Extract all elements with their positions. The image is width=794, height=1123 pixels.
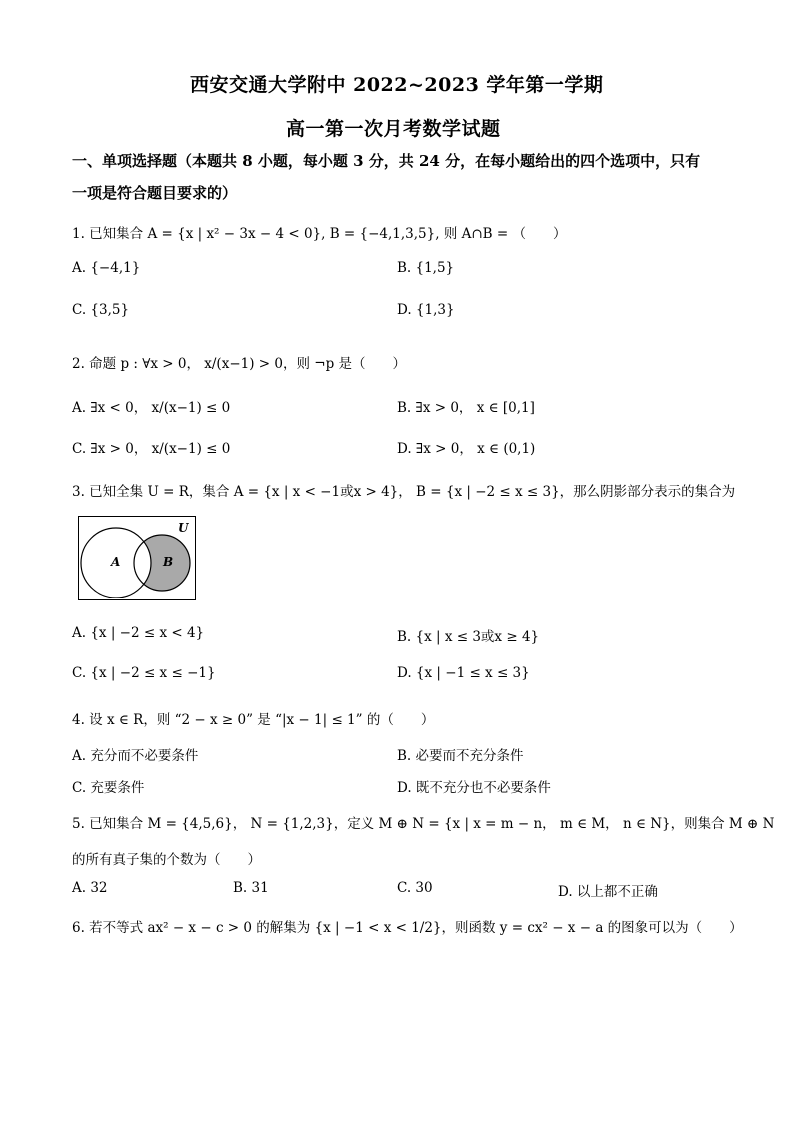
question-1-stem: 1. 已知集合 A = {x | x² − 3x − 4 < 0}, B = {−4,1,3,5}, 则 A∩B = （ ） [72,226,567,242]
question-3-option-a[interactable]: A. {x | −2 ≤ x < 4} [72,625,205,641]
question-3-option-d[interactable]: D. {x | −1 ≤ x ≤ 3} [397,665,530,681]
exam-title-line1: 西安交通大学附中 2022~2023 学年第一学期 [190,74,604,96]
venn-label-a: A [111,555,121,569]
question-5-option-a[interactable]: A. 32 [72,880,108,896]
venn-label-b: B [163,555,174,569]
question-3-stem: 3. 已知全集 U = R，集合 A = {x | x < −1或x > 4}， B = {x | −2 ≤ x ≤ 3}，那么阴影部分表示的集合为 [72,484,736,500]
question-2-option-c[interactable]: C. ∃x > 0， x/(x−1) ≤ 0 [72,441,231,457]
question-4-option-c[interactable]: C. 充要条件 [72,780,145,796]
venn-diagram [78,516,196,600]
venn-label-u: U [178,521,189,535]
question-5-stem-line1: 5. 已知集合 M = {4,5,6}， N = {1,2,3}，定义 M ⊕ N = {x | x = m − n， m ∈ M， n ∈ N}，则集合 M ⊕ N [72,816,775,832]
question-5-option-b[interactable]: B. 31 [233,880,269,896]
venn-diagram-svg [79,517,194,598]
question-4-option-a[interactable]: A. 充分而不必要条件 [72,748,199,764]
question-2-option-a[interactable]: A. ∃x < 0， x/(x−1) ≤ 0 [72,400,231,416]
question-1-option-c[interactable]: C. {3,5} [72,302,130,318]
question-5-option-c[interactable]: C. 30 [397,880,433,896]
exam-title-line2: 高一第一次月考数学试题 [286,118,501,140]
section-heading-line1: 一、单项选择题（本题共 8 小题，每小题 3 分，共 24 分，在每小题给出的四个选项中，只有 [72,152,701,170]
question-4-option-b[interactable]: B. 必要而不充分条件 [397,748,524,764]
question-1-option-d[interactable]: D. {1,3} [397,302,455,318]
question-4-option-d[interactable]: D. 既不充分也不必要条件 [397,780,551,796]
question-1-option-b[interactable]: B. {1,5} [397,260,455,276]
question-3-option-c[interactable]: C. {x | −2 ≤ x ≤ −1} [72,665,216,681]
question-4-stem: 4. 设 x ∈ R，则 “2 − x ≥ 0” 是 “|x − 1| ≤ 1” 的（ ） [72,712,435,728]
question-5-option-d[interactable]: D. 以上都不正确 [558,884,658,900]
question-6-stem: 6. 若不等式 ax² − x − c > 0 的解集为 {x | −1 < x < 1/2}，则函数 y = cx² − x − a 的图象可以为（ ） [72,920,743,936]
question-2-stem: 2. 命题 p : ∀x > 0， x/(x−1) > 0，则 ¬p 是（ ） [72,356,406,372]
question-3-option-b[interactable]: B. {x | x ≤ 3或x ≥ 4} [397,629,540,645]
question-5-stem-line2: 的所有真子集的个数为（ ） [72,852,261,868]
question-2-option-d[interactable]: D. ∃x > 0， x ∈ (0,1) [397,441,536,457]
question-2-option-b[interactable]: B. ∃x > 0， x ∈ [0,1] [397,400,535,416]
section-heading-line2: 一项是符合题目要求的） [72,184,238,202]
question-1-option-a[interactable]: A. {−4,1} [72,260,141,276]
